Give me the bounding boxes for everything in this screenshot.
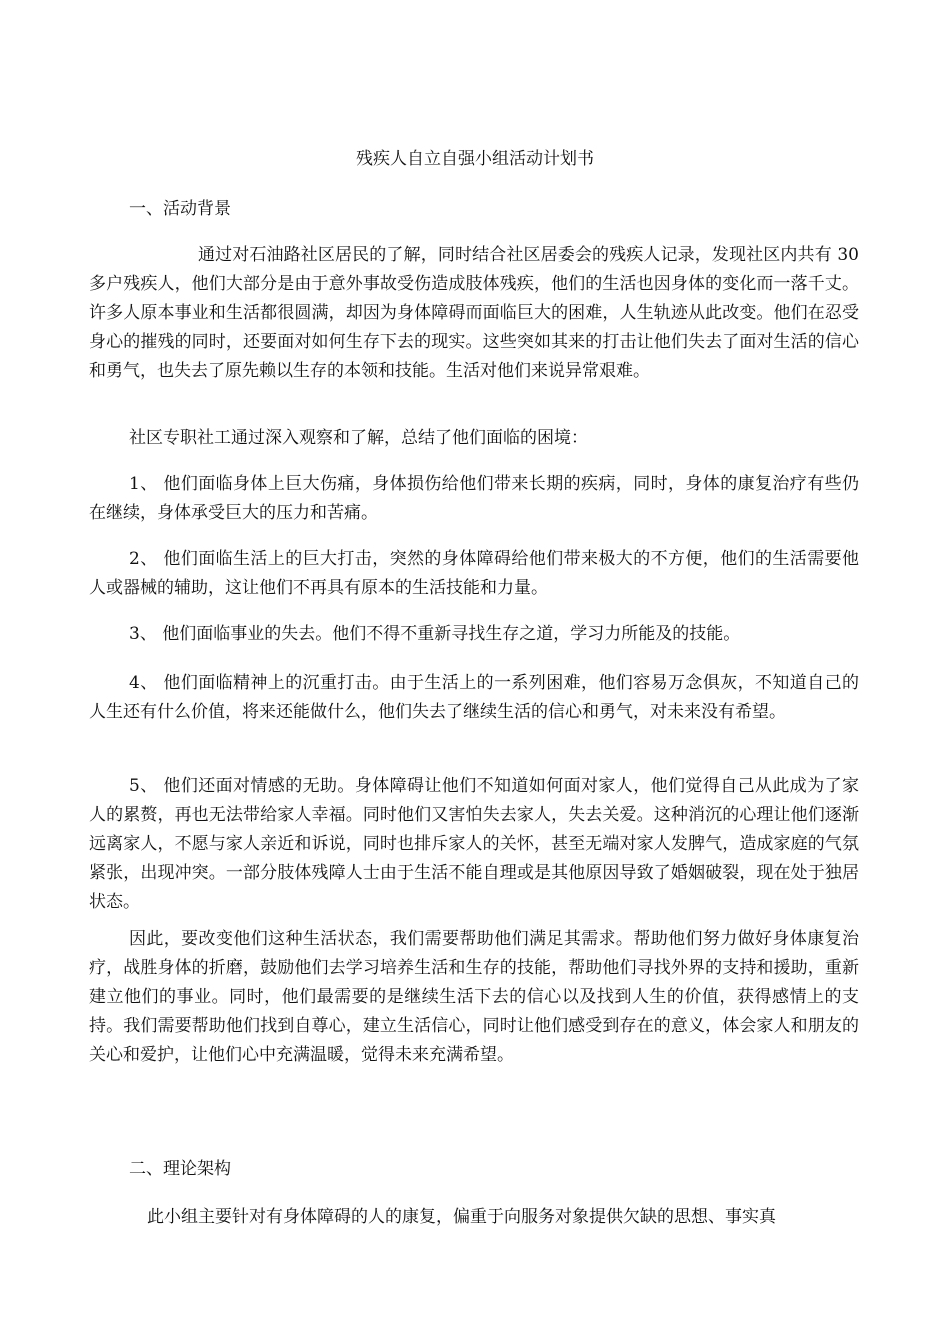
- list-item-difficulty-1: 1、 他们面临身体上巨大伤痛，身体损伤给他们带来长期的疾病，同时，身体的康复治疗有些仍在继续，身体承受巨大的压力和苦痛。: [89, 474, 859, 523]
- paragraph-theory-intro: 此小组主要针对有身体障碍的人的康复，偏重于向服务对象提供欠缺的思想、事实真: [147, 1207, 776, 1227]
- list-item-difficulty-3: 3、 他们面临事业的失去。他们不得不重新寻找生存之道，学习力所能及的技能。: [129, 624, 741, 644]
- list-item-difficulty-2: 2、 他们面临生活上的巨大打击，突然的身体障碍给他们带来极大的不方便，他们的生活需要他人或器械的辅助，这让他们不再具有原本的生活技能和力量。: [89, 549, 859, 598]
- paragraph-background-intro: 通过对石油路社区居民的了解，同时结合社区居委会的残疾人记录，发现社区内共有 30 多户残疾人，他们大部分是由于意外事故受伤造成肢体残疾，他们的生活也因身体的变化而一落千丈。许多人原本事业和生活都很圆满，却因为身体障碍而面临巨大的困难，人生轨迹从此改变。他们在忍受身心的摧残的同时，还要面对如何生存下去的现实。这些突如其来的打击让他们失去了面对生活的信心和勇气，也失去了原先赖以生存的本领和技能。生活对他们来说异常艰难。: [89, 245, 859, 381]
- document-title: 残疾人自立自强小组活动计划书: [356, 149, 594, 169]
- paragraph-difficulties-summary: 社区专职社工通过深入观察和了解，总结了他们面临的困境：: [129, 428, 588, 448]
- section-heading-background: 一、活动背景: [129, 199, 231, 219]
- paragraph-conclusion: 因此，要改变他们这种生活状态，我们需要帮助他们满足其需求。帮助他们努力做好身体康复治疗，战胜身体的折磨，鼓励他们去学习培养生活和生存的技能，帮助他们寻找外界的支持和援助，重新建立他们的事业。同时，他们最需要的是继续生活下去的信心以及找到人生的价值，获得感情上的支持。我们需要帮助他们找到自尊心，建立生活信心，同时让他们感受到存在的意义，体会家人和朋友的关心和爱护，让他们心中充满温暖，觉得未来充满希望。: [89, 929, 859, 1065]
- list-item-difficulty-4: 4、 他们面临精神上的沉重打击。由于生活上的一系列困难，他们容易万念俱灰，不知道自己的人生还有什么价值，将来还能做什么，他们失去了继续生活的信心和勇气，对未来没有希望。: [89, 673, 859, 722]
- section-heading-theory: 二、理论架构: [129, 1159, 231, 1179]
- list-item-difficulty-5: 5、 他们还面对情感的无助。身体障碍让他们不知道如何面对家人，他们觉得自己从此成为了家人的累赘，再也无法带给家人幸福。同时他们又害怕失去家人，失去关爱。这种消沉的心理让他们逐渐远离家人，不愿与家人亲近和诉说，同时也排斥家人的关怀，甚至无端对家人发脾气，造成家庭的气氛紧张，出现冲突。一部分肢体残障人士由于生活不能自理或是其他原因导致了婚姻破裂，现在处于独居状态。: [89, 776, 859, 912]
